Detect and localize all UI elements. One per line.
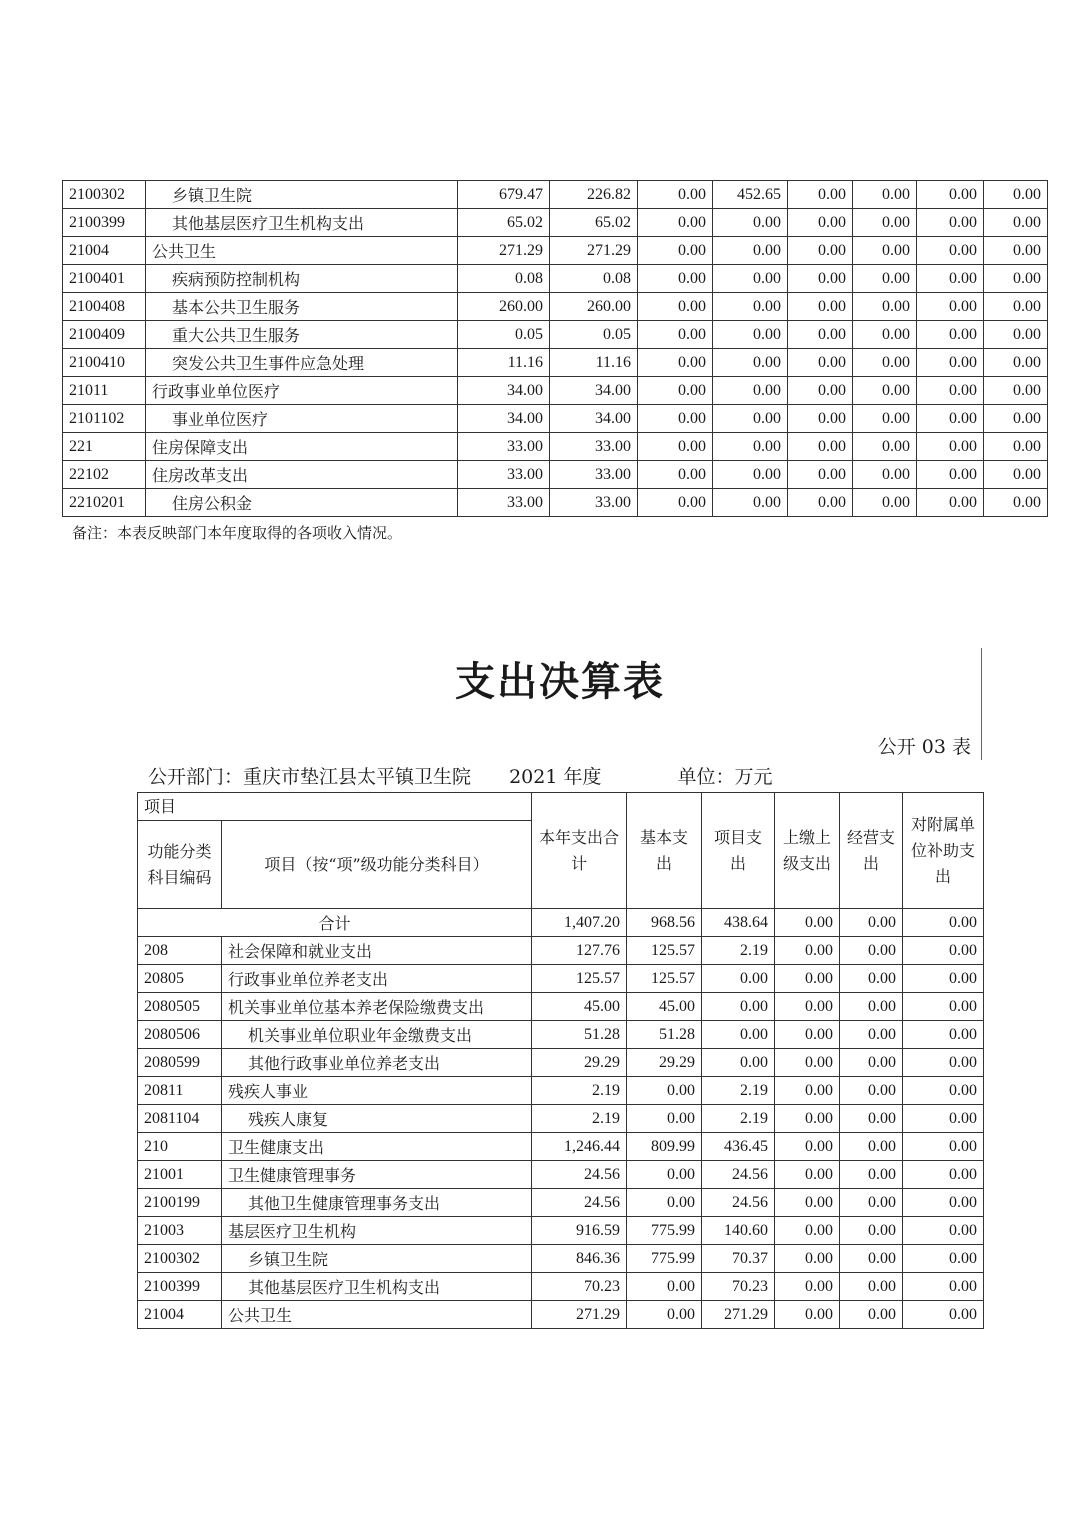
expense-table-header bbox=[138, 793, 984, 909]
row-name: 疾病预防控制机构 bbox=[146, 265, 458, 293]
row-value: 2.19 bbox=[702, 1105, 775, 1133]
row-value: 0.00 bbox=[917, 321, 984, 349]
row-value: 0.00 bbox=[702, 1021, 775, 1049]
row-code: 221 bbox=[63, 433, 146, 461]
row-value: 0.00 bbox=[775, 1245, 840, 1273]
row-value: 0.00 bbox=[853, 461, 917, 489]
row-value: 0.00 bbox=[638, 489, 713, 517]
table-row bbox=[63, 461, 1048, 489]
row-value: 0.00 bbox=[713, 237, 788, 265]
row-code: 2100408 bbox=[63, 293, 146, 321]
row-value: 0.00 bbox=[903, 1189, 984, 1217]
row-value: 125.57 bbox=[627, 937, 702, 965]
row-value: 0.00 bbox=[984, 405, 1048, 433]
row-value: 775.99 bbox=[627, 1245, 702, 1273]
table-row bbox=[138, 993, 984, 1021]
row-value: 0.00 bbox=[713, 293, 788, 321]
department-label: 公开部门：重庆市垫江县太平镇卫生院 bbox=[148, 766, 472, 788]
row-value: 0.00 bbox=[984, 461, 1048, 489]
table-row bbox=[63, 433, 1048, 461]
header-col-basic: 基本支出 bbox=[627, 793, 702, 909]
row-name: 基本公共卫生服务 bbox=[146, 293, 458, 321]
row-value: 0.00 bbox=[702, 1049, 775, 1077]
row-value: 0.00 bbox=[775, 1217, 840, 1245]
row-value: 45.00 bbox=[627, 993, 702, 1021]
row-value: 1,246.44 bbox=[532, 1133, 627, 1161]
row-value: 452.65 bbox=[713, 181, 788, 209]
row-value: 0.00 bbox=[917, 461, 984, 489]
table-row bbox=[138, 937, 984, 965]
row-value: 0.00 bbox=[702, 965, 775, 993]
row-value: 0.00 bbox=[713, 405, 788, 433]
row-value: 0.00 bbox=[853, 181, 917, 209]
expense-table bbox=[137, 792, 984, 1329]
row-value: 0.00 bbox=[627, 1273, 702, 1301]
row-name: 行政事业单位养老支出 bbox=[222, 965, 532, 993]
total-cell: 438.64 bbox=[702, 909, 775, 937]
row-code: 2080505 bbox=[138, 993, 222, 1021]
header-code: 功能分类科目编码 bbox=[138, 821, 222, 909]
table-row bbox=[63, 321, 1048, 349]
row-value: 0.00 bbox=[775, 1301, 840, 1329]
row-name: 其他基层医疗卫生机构支出 bbox=[146, 209, 458, 237]
row-value: 0.00 bbox=[903, 1217, 984, 1245]
row-value: 0.00 bbox=[903, 1021, 984, 1049]
row-value: 140.60 bbox=[702, 1217, 775, 1245]
expense-table-body bbox=[138, 909, 984, 1329]
table-row bbox=[138, 1273, 984, 1301]
row-value: 0.08 bbox=[550, 265, 638, 293]
row-code: 2100302 bbox=[138, 1245, 222, 1273]
row-value: 0.00 bbox=[788, 265, 853, 293]
row-value: 0.00 bbox=[903, 1133, 984, 1161]
row-value: 0.00 bbox=[853, 349, 917, 377]
row-value: 0.00 bbox=[788, 237, 853, 265]
table-row bbox=[138, 1049, 984, 1077]
row-value: 70.37 bbox=[702, 1245, 775, 1273]
row-value: 0.00 bbox=[638, 433, 713, 461]
row-value: 0.00 bbox=[984, 237, 1048, 265]
row-name: 住房改革支出 bbox=[146, 461, 458, 489]
page-title: 支出决算表 bbox=[455, 658, 665, 705]
row-code: 2101102 bbox=[63, 405, 146, 433]
row-value: 0.00 bbox=[788, 321, 853, 349]
row-value: 0.00 bbox=[775, 1161, 840, 1189]
row-value: 51.28 bbox=[627, 1021, 702, 1049]
row-name: 其他卫生健康管理事务支出 bbox=[222, 1189, 532, 1217]
row-value: 0.00 bbox=[917, 405, 984, 433]
row-value: 34.00 bbox=[458, 377, 550, 405]
row-name: 重大公共卫生服务 bbox=[146, 321, 458, 349]
total-cell: 968.56 bbox=[627, 909, 702, 937]
row-value: 0.00 bbox=[917, 181, 984, 209]
row-value: 0.00 bbox=[853, 405, 917, 433]
table-row bbox=[63, 181, 1048, 209]
row-value: 0.00 bbox=[984, 321, 1048, 349]
row-value: 0.00 bbox=[840, 1301, 903, 1329]
row-value: 65.02 bbox=[458, 209, 550, 237]
row-code: 2080506 bbox=[138, 1021, 222, 1049]
row-value: 0.00 bbox=[853, 209, 917, 237]
row-value: 11.16 bbox=[458, 349, 550, 377]
row-value: 0.00 bbox=[638, 349, 713, 377]
row-code: 21004 bbox=[138, 1301, 222, 1329]
row-name: 基层医疗卫生机构 bbox=[222, 1217, 532, 1245]
row-value: 0.05 bbox=[550, 321, 638, 349]
row-value: 0.00 bbox=[840, 1049, 903, 1077]
row-value: 0.00 bbox=[917, 237, 984, 265]
row-value: 33.00 bbox=[458, 489, 550, 517]
row-value: 0.00 bbox=[775, 1021, 840, 1049]
row-code: 21001 bbox=[138, 1161, 222, 1189]
row-value: 0.00 bbox=[775, 937, 840, 965]
row-value: 0.00 bbox=[853, 489, 917, 517]
row-code: 2081104 bbox=[138, 1105, 222, 1133]
row-value: 125.57 bbox=[532, 965, 627, 993]
row-value: 0.00 bbox=[917, 349, 984, 377]
row-value: 0.00 bbox=[788, 489, 853, 517]
row-value: 70.23 bbox=[702, 1273, 775, 1301]
table-row bbox=[138, 1245, 984, 1273]
table-row bbox=[63, 293, 1048, 321]
row-value: 0.00 bbox=[840, 1245, 903, 1273]
row-value: 0.00 bbox=[638, 237, 713, 265]
row-value: 0.00 bbox=[917, 433, 984, 461]
row-value: 33.00 bbox=[550, 433, 638, 461]
row-value: 29.29 bbox=[532, 1049, 627, 1077]
row-value: 0.00 bbox=[775, 1273, 840, 1301]
row-value: 0.00 bbox=[638, 265, 713, 293]
row-value: 0.00 bbox=[775, 1049, 840, 1077]
fiscal-year: 2021 年度 bbox=[509, 766, 602, 788]
row-name: 其他基层医疗卫生机构支出 bbox=[222, 1273, 532, 1301]
row-name: 公共卫生 bbox=[146, 237, 458, 265]
header-col-total: 本年支出合计 bbox=[532, 793, 627, 909]
row-value: 29.29 bbox=[627, 1049, 702, 1077]
row-value: 0.00 bbox=[713, 433, 788, 461]
row-name: 公共卫生 bbox=[222, 1301, 532, 1329]
row-value: 775.99 bbox=[627, 1217, 702, 1245]
row-value: 0.00 bbox=[853, 377, 917, 405]
row-value: 0.00 bbox=[984, 293, 1048, 321]
row-value: 0.00 bbox=[903, 965, 984, 993]
row-value: 0.00 bbox=[903, 1105, 984, 1133]
row-value: 2.19 bbox=[702, 937, 775, 965]
row-code: 2100399 bbox=[138, 1273, 222, 1301]
row-value: 0.00 bbox=[840, 1077, 903, 1105]
income-table-continuation bbox=[62, 180, 1048, 517]
row-code: 22102 bbox=[63, 461, 146, 489]
margin-line bbox=[981, 648, 982, 760]
total-cell: 0.00 bbox=[775, 909, 840, 937]
row-value: 809.99 bbox=[627, 1133, 702, 1161]
row-value: 0.00 bbox=[713, 321, 788, 349]
row-code: 2100302 bbox=[63, 181, 146, 209]
table-row bbox=[63, 405, 1048, 433]
header-project: 项目 bbox=[138, 793, 532, 821]
row-value: 226.82 bbox=[550, 181, 638, 209]
table-row bbox=[63, 209, 1048, 237]
row-name: 突发公共卫生事件应急处理 bbox=[146, 349, 458, 377]
row-value: 34.00 bbox=[550, 405, 638, 433]
table-note: 备注：本表反映部门本年度取得的各项收入情况。 bbox=[72, 524, 403, 542]
row-value: 0.00 bbox=[984, 265, 1048, 293]
row-value: 0.00 bbox=[853, 321, 917, 349]
row-value: 0.00 bbox=[840, 1161, 903, 1189]
table-row bbox=[63, 377, 1048, 405]
row-value: 0.00 bbox=[638, 293, 713, 321]
row-value: 70.23 bbox=[532, 1273, 627, 1301]
row-value: 0.00 bbox=[917, 293, 984, 321]
row-value: 0.00 bbox=[840, 1273, 903, 1301]
row-value: 0.00 bbox=[713, 349, 788, 377]
row-value: 0.00 bbox=[713, 377, 788, 405]
table-row bbox=[138, 1217, 984, 1245]
row-name: 机关事业单位基本养老保险缴费支出 bbox=[222, 993, 532, 1021]
row-value: 0.05 bbox=[458, 321, 550, 349]
row-value: 0.00 bbox=[638, 405, 713, 433]
row-value: 0.00 bbox=[840, 1105, 903, 1133]
row-value: 260.00 bbox=[550, 293, 638, 321]
row-value: 0.00 bbox=[903, 993, 984, 1021]
row-value: 0.00 bbox=[917, 265, 984, 293]
row-value: 0.00 bbox=[840, 937, 903, 965]
row-value: 0.00 bbox=[788, 293, 853, 321]
table-row bbox=[63, 489, 1048, 517]
row-value: 0.00 bbox=[903, 1077, 984, 1105]
row-code: 21003 bbox=[138, 1217, 222, 1245]
header-col-subsidy: 对附属单位补助支出 bbox=[903, 793, 984, 909]
row-value: 0.00 bbox=[903, 1049, 984, 1077]
header-col-operating: 经营支出 bbox=[840, 793, 903, 909]
total-row bbox=[138, 909, 984, 937]
row-value: 271.29 bbox=[702, 1301, 775, 1329]
row-value: 0.00 bbox=[638, 461, 713, 489]
row-value: 0.00 bbox=[775, 1077, 840, 1105]
row-value: 0.00 bbox=[788, 349, 853, 377]
row-value: 436.45 bbox=[702, 1133, 775, 1161]
row-value: 33.00 bbox=[550, 489, 638, 517]
row-value: 0.00 bbox=[903, 1245, 984, 1273]
table-row bbox=[138, 1077, 984, 1105]
row-value: 0.00 bbox=[853, 293, 917, 321]
row-value: 0.00 bbox=[903, 937, 984, 965]
header-name: 项目（按“项”级功能分类科目） bbox=[222, 821, 532, 909]
table-row bbox=[138, 965, 984, 993]
row-value: 0.00 bbox=[775, 1189, 840, 1217]
table-row bbox=[63, 237, 1048, 265]
row-value: 0.00 bbox=[853, 433, 917, 461]
row-value: 0.00 bbox=[853, 237, 917, 265]
row-value: 0.00 bbox=[903, 1273, 984, 1301]
row-name: 其他行政事业单位养老支出 bbox=[222, 1049, 532, 1077]
row-value: 271.29 bbox=[532, 1301, 627, 1329]
row-value: 2.19 bbox=[532, 1077, 627, 1105]
row-value: 51.28 bbox=[532, 1021, 627, 1049]
row-value: 0.00 bbox=[713, 489, 788, 517]
row-value: 0.00 bbox=[840, 1021, 903, 1049]
row-code: 2100399 bbox=[63, 209, 146, 237]
row-name: 住房公积金 bbox=[146, 489, 458, 517]
row-value: 0.00 bbox=[917, 209, 984, 237]
header-col-project: 项目支出 bbox=[702, 793, 775, 909]
row-value: 0.00 bbox=[840, 965, 903, 993]
row-value: 2.19 bbox=[702, 1077, 775, 1105]
table-row bbox=[138, 1161, 984, 1189]
row-name: 乡镇卫生院 bbox=[146, 181, 458, 209]
row-name: 卫生健康管理事务 bbox=[222, 1161, 532, 1189]
row-value: 33.00 bbox=[458, 461, 550, 489]
row-value: 260.00 bbox=[458, 293, 550, 321]
table-meta bbox=[148, 762, 773, 789]
total-cell: 0.00 bbox=[840, 909, 903, 937]
row-value: 127.76 bbox=[532, 937, 627, 965]
row-value: 2.19 bbox=[532, 1105, 627, 1133]
row-value: 0.00 bbox=[775, 1133, 840, 1161]
table-row bbox=[63, 265, 1048, 293]
row-value: 0.00 bbox=[775, 1105, 840, 1133]
row-value: 24.56 bbox=[532, 1189, 627, 1217]
table-row bbox=[138, 1021, 984, 1049]
row-value: 0.00 bbox=[853, 265, 917, 293]
row-value: 0.00 bbox=[638, 181, 713, 209]
row-value: 0.00 bbox=[840, 1133, 903, 1161]
row-value: 11.16 bbox=[550, 349, 638, 377]
row-value: 65.02 bbox=[550, 209, 638, 237]
row-value: 45.00 bbox=[532, 993, 627, 1021]
row-value: 24.56 bbox=[702, 1189, 775, 1217]
row-value: 125.57 bbox=[627, 965, 702, 993]
row-value: 0.00 bbox=[702, 993, 775, 1021]
row-value: 34.00 bbox=[458, 405, 550, 433]
row-value: 0.00 bbox=[984, 377, 1048, 405]
row-value: 0.00 bbox=[984, 181, 1048, 209]
row-value: 33.00 bbox=[550, 461, 638, 489]
row-value: 0.00 bbox=[984, 349, 1048, 377]
row-value: 0.00 bbox=[788, 377, 853, 405]
table-row bbox=[138, 1105, 984, 1133]
row-value: 0.00 bbox=[903, 1301, 984, 1329]
row-value: 0.00 bbox=[917, 489, 984, 517]
row-code: 20811 bbox=[138, 1077, 222, 1105]
row-code: 2100409 bbox=[63, 321, 146, 349]
row-value: 0.00 bbox=[713, 209, 788, 237]
row-value: 0.00 bbox=[788, 433, 853, 461]
row-value: 0.00 bbox=[638, 209, 713, 237]
row-value: 0.00 bbox=[627, 1189, 702, 1217]
row-name: 卫生健康支出 bbox=[222, 1133, 532, 1161]
row-code: 20805 bbox=[138, 965, 222, 993]
row-value: 0.00 bbox=[627, 1161, 702, 1189]
row-value: 0.00 bbox=[638, 377, 713, 405]
row-value: 0.00 bbox=[627, 1301, 702, 1329]
table-row bbox=[138, 1301, 984, 1329]
row-value: 0.00 bbox=[984, 433, 1048, 461]
table-row bbox=[138, 1189, 984, 1217]
row-value: 0.00 bbox=[713, 461, 788, 489]
row-value: 24.56 bbox=[702, 1161, 775, 1189]
row-code: 2080599 bbox=[138, 1049, 222, 1077]
table-row bbox=[138, 1133, 984, 1161]
row-value: 846.36 bbox=[532, 1245, 627, 1273]
unit-label: 单位：万元 bbox=[677, 766, 773, 788]
row-value: 0.00 bbox=[840, 1189, 903, 1217]
row-value: 0.00 bbox=[984, 209, 1048, 237]
income-table-body bbox=[63, 181, 1048, 517]
row-code: 21011 bbox=[63, 377, 146, 405]
row-name: 住房保障支出 bbox=[146, 433, 458, 461]
row-code: 208 bbox=[138, 937, 222, 965]
row-value: 916.59 bbox=[532, 1217, 627, 1245]
row-name: 机关事业单位职业年金缴费支出 bbox=[222, 1021, 532, 1049]
row-value: 0.00 bbox=[917, 377, 984, 405]
total-cell: 0.00 bbox=[903, 909, 984, 937]
table-row bbox=[63, 349, 1048, 377]
row-value: 0.00 bbox=[788, 461, 853, 489]
row-code: 21004 bbox=[63, 237, 146, 265]
row-value: 0.00 bbox=[788, 405, 853, 433]
row-value: 271.29 bbox=[458, 237, 550, 265]
row-value: 0.00 bbox=[638, 321, 713, 349]
row-value: 33.00 bbox=[458, 433, 550, 461]
row-code: 2210201 bbox=[63, 489, 146, 517]
row-value: 0.00 bbox=[775, 993, 840, 1021]
row-value: 0.00 bbox=[713, 265, 788, 293]
row-value: 0.00 bbox=[788, 181, 853, 209]
row-name: 社会保障和就业支出 bbox=[222, 937, 532, 965]
row-name: 行政事业单位医疗 bbox=[146, 377, 458, 405]
row-value: 0.00 bbox=[627, 1105, 702, 1133]
row-code: 210 bbox=[138, 1133, 222, 1161]
row-value: 0.00 bbox=[984, 489, 1048, 517]
row-value: 0.00 bbox=[627, 1077, 702, 1105]
header-col-remit: 上缴上级支出 bbox=[775, 793, 840, 909]
row-code: 2100410 bbox=[63, 349, 146, 377]
row-name: 乡镇卫生院 bbox=[222, 1245, 532, 1273]
row-value: 0.00 bbox=[840, 1217, 903, 1245]
table-number: 公开 03 表 bbox=[877, 736, 971, 758]
row-value: 271.29 bbox=[550, 237, 638, 265]
row-value: 24.56 bbox=[532, 1161, 627, 1189]
row-name: 事业单位医疗 bbox=[146, 405, 458, 433]
row-value: 0.00 bbox=[775, 965, 840, 993]
row-value: 0.00 bbox=[840, 993, 903, 1021]
total-cell: 1,407.20 bbox=[532, 909, 627, 937]
row-value: 0.00 bbox=[903, 1161, 984, 1189]
row-code: 2100401 bbox=[63, 265, 146, 293]
row-value: 679.47 bbox=[458, 181, 550, 209]
row-value: 0.08 bbox=[458, 265, 550, 293]
row-name: 残疾人事业 bbox=[222, 1077, 532, 1105]
row-value: 34.00 bbox=[550, 377, 638, 405]
row-name: 残疾人康复 bbox=[222, 1105, 532, 1133]
total-label: 合计 bbox=[138, 909, 532, 937]
row-value: 0.00 bbox=[788, 209, 853, 237]
row-code: 2100199 bbox=[138, 1189, 222, 1217]
